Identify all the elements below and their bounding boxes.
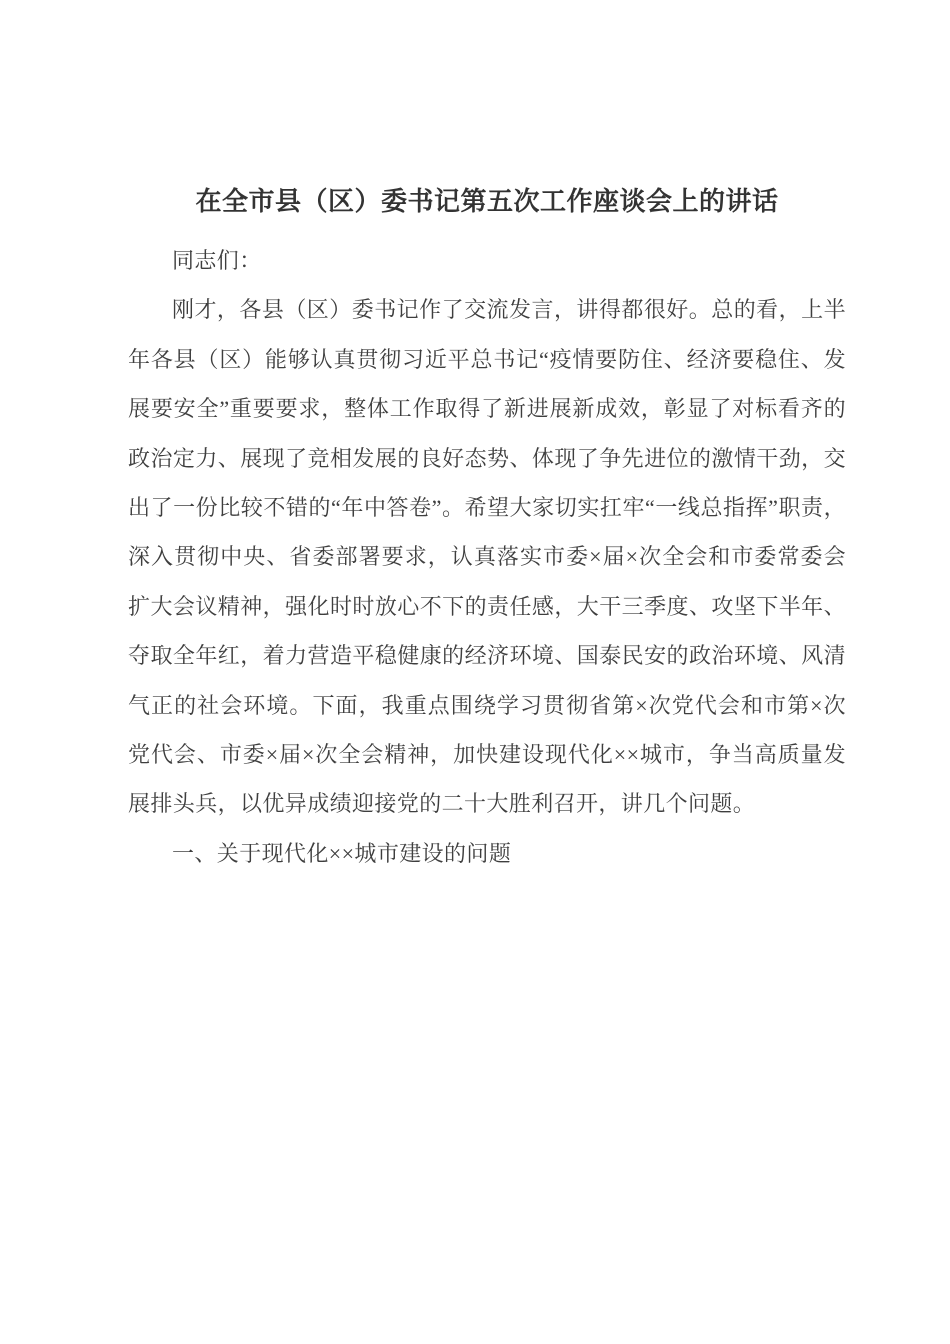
salutation: 同志们： (172, 248, 262, 273)
document-title: 在全市县（区）委书记第五次工作座谈会上的讲话 (195, 187, 779, 216)
body-paragraph: 刚才，各县（区）委书记作了交流发言，讲得都很好。总的看，上半年各县（区）能够认真贯彻习近平总书记“疫情要防住、经济要稳住、发展要安全”重要要求，整体工作取得了新进展新成效，彰显了对标看齐的政治定力、展现了竞相发展的良好态势、体现了争先进位的激情干劲，交出了一份比较不错的“年中答卷”。希望大家切实扛牢“一线总指挥”职责，深入贯彻中央、省委部署要求，认真落实市委×届×次全会和市委常委会扩大会议精神，强化时时放心不下的责任感，大干三季度、攻坚下半年、夺取全年红，着力营造平稳健康的经济环境、国泰民安的政治环境、风清气正的社会环境。下面，我重点围绕学习贯彻省第×次党代会和市第×次党代会、市委×届×次全会精神，加快建设现代化××城市，争当高质量发展排头兵，以优异成绩迎接党的二十大胜利召开，讲几个问题。 (128, 297, 846, 817)
document-content (128, 180, 846, 878)
section-heading: 一、关于现代化××城市建设的问题 (172, 840, 512, 866)
